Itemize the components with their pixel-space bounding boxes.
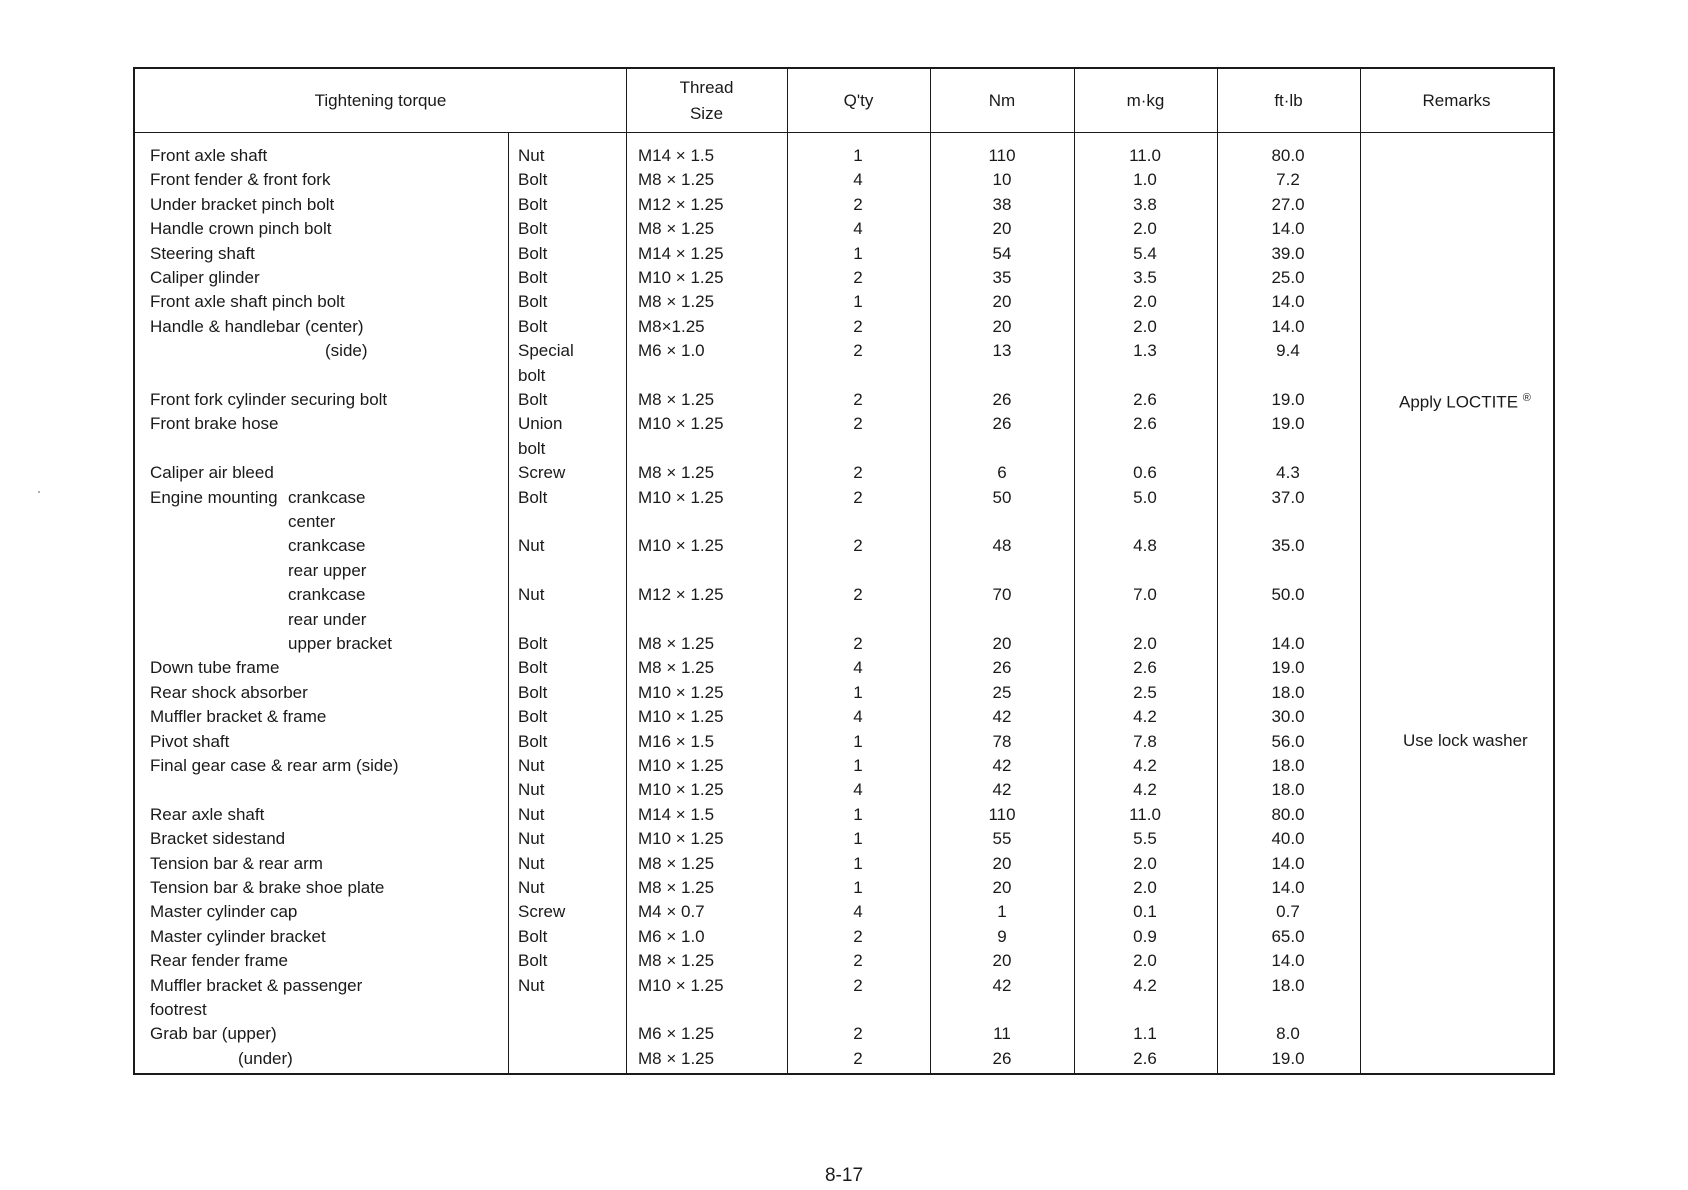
- ftlb-cell: 27.0: [1271, 194, 1305, 214]
- nm-cell: 70: [992, 585, 1012, 605]
- qty-cell: 2: [853, 390, 863, 409]
- item-cell: Caliper glinder: [150, 268, 260, 287]
- page-number: 8-17: [824, 1165, 864, 1186]
- ftlb-cell: 18.0: [1271, 682, 1305, 702]
- header-qty-label: Q'ty: [843, 90, 874, 110]
- mkg-cell: 1.3: [1133, 341, 1157, 361]
- item-cell: Steering shaft: [150, 243, 255, 263]
- header-divider: [135, 132, 1553, 133]
- fastener-type-cell: Screw: [518, 902, 566, 922]
- thread-size-cell: M14 × 1.25: [638, 243, 724, 263]
- qty-cell: 1: [853, 829, 863, 849]
- ftlb-cell: 7.2: [1276, 170, 1300, 190]
- mkg-cell: 11.0: [1129, 146, 1161, 165]
- mkg-cell: 2.0: [1133, 292, 1157, 312]
- fastener-type-cell: Nut: [518, 853, 545, 873]
- ftlb-cell: 40.0: [1271, 829, 1305, 849]
- item-cell: Grab bar (upper): [150, 1024, 277, 1044]
- mkg-cell: 2.0: [1133, 951, 1157, 971]
- fastener-type-cell: Nut: [518, 878, 545, 897]
- table-row: [135, 608, 1553, 632]
- ftlb-cell: 37.0: [1271, 487, 1305, 507]
- ftlb-cell: 14.0: [1271, 634, 1305, 653]
- ftlb-cell: 4.3: [1276, 463, 1300, 483]
- fastener-type-cell: Nut: [518, 756, 545, 775]
- mkg-cell: 2.6: [1133, 658, 1157, 678]
- qty-cell: 1: [853, 853, 863, 873]
- qty-cell: 4: [853, 219, 863, 239]
- nm-cell: 42: [992, 975, 1012, 995]
- ftlb-cell: 19.0: [1271, 658, 1305, 678]
- mkg-cell: 11.0: [1129, 804, 1161, 824]
- table-row: [135, 632, 1553, 656]
- table-row: [135, 242, 1553, 266]
- ftlb-cell: 56.0: [1271, 731, 1305, 751]
- qty-cell: 1: [853, 731, 863, 751]
- mkg-cell: 7.8: [1133, 731, 1157, 751]
- ftlb-cell: 39.0: [1271, 243, 1305, 263]
- table-row: [135, 852, 1553, 876]
- ftlb-cell: 14.0: [1271, 878, 1305, 897]
- qty-cell: 2: [853, 926, 863, 946]
- item-subcell: crankcase: [288, 536, 366, 556]
- thread-size-cell: M12 × 1.25: [638, 585, 724, 605]
- remark-lock-washer-text: Use lock washer: [1403, 731, 1528, 750]
- table-row: [135, 754, 1553, 778]
- table-row: [135, 559, 1553, 583]
- table-row: [135, 1047, 1553, 1071]
- header-thread-size: [626, 69, 787, 132]
- item-cell: Front axle shaft pinch bolt: [150, 292, 345, 312]
- header-mkg-label: m·kg: [1126, 90, 1165, 110]
- nm-cell: 20: [992, 951, 1012, 971]
- fastener-type-cell: Nut: [518, 585, 545, 605]
- item-cell: Down tube frame: [150, 658, 280, 678]
- table-row: [135, 730, 1553, 754]
- qty-cell: 1: [853, 146, 863, 165]
- thread-size-cell: M14 × 1.5: [638, 804, 715, 824]
- fastener-type-cell: Bolt: [518, 487, 548, 507]
- thread-size-cell: M10 × 1.25: [638, 268, 724, 287]
- nm-cell: 38: [992, 194, 1012, 214]
- fastener-type-cell: Nut: [518, 975, 545, 995]
- table-row: [135, 534, 1553, 558]
- nm-cell: 20: [992, 292, 1012, 312]
- mkg-cell: 0.6: [1133, 463, 1157, 483]
- header-remarks: [1360, 69, 1553, 132]
- mkg-cell: 5.4: [1133, 243, 1157, 263]
- item-subcell: crankcase: [288, 487, 366, 507]
- nm-cell: 50: [992, 487, 1012, 507]
- fastener-type-cell: Bolt: [518, 682, 548, 702]
- table-row: [135, 217, 1553, 241]
- header-size-label: Size: [689, 103, 724, 123]
- nm-cell: 42: [992, 707, 1012, 727]
- nm-cell: 1: [997, 902, 1007, 922]
- table-row: [135, 803, 1553, 827]
- thread-size-cell: M16 × 1.5: [638, 731, 715, 751]
- fastener-type-cell: Bolt: [518, 268, 548, 287]
- item-cell: (side): [325, 341, 368, 361]
- header-tightening-label: Tightening torque: [314, 90, 447, 110]
- fastener-type-cell: Bolt: [518, 219, 548, 239]
- qty-cell: 2: [853, 975, 863, 995]
- item-cell: Master cylinder bracket: [150, 926, 326, 946]
- mkg-cell: 4.8: [1133, 536, 1157, 556]
- table-row: [135, 388, 1553, 412]
- fastener-type-cell: Bolt: [518, 194, 548, 214]
- mkg-cell: 1.0: [1133, 170, 1157, 190]
- qty-cell: 4: [853, 780, 863, 800]
- fastener-type-cell: Bolt: [518, 292, 548, 312]
- nm-cell: 20: [992, 219, 1012, 239]
- nm-cell: 54: [992, 243, 1012, 263]
- mkg-cell: 1.1: [1133, 1024, 1157, 1044]
- mkg-cell: 2.0: [1133, 878, 1157, 897]
- thread-size-cell: M8 × 1.25: [638, 463, 715, 483]
- mkg-cell: 5.5: [1133, 829, 1157, 849]
- table-row: [135, 900, 1553, 924]
- ftlb-cell: 9.4: [1276, 341, 1300, 361]
- ftlb-cell: 14.0: [1271, 316, 1305, 336]
- mkg-cell: 5.0: [1133, 487, 1157, 507]
- item-cell: Front fork cylinder securing bolt: [150, 390, 388, 409]
- thread-size-cell: M6 × 1.0: [638, 926, 705, 946]
- remark-loctite-text: Apply LOCTITE: [1399, 392, 1519, 412]
- nm-cell: 110: [988, 804, 1016, 824]
- mkg-cell: 2.6: [1133, 1048, 1157, 1068]
- ftlb-cell: 14.0: [1271, 292, 1305, 312]
- item-cell: Master cylinder cap: [150, 902, 298, 922]
- ftlb-cell: 65.0: [1271, 926, 1305, 946]
- fastener-type-cell: Bolt: [518, 634, 548, 653]
- item-cell: Muffler bracket & frame: [150, 707, 327, 727]
- table-row: [135, 974, 1553, 998]
- qty-cell: 4: [853, 902, 863, 922]
- thread-size-cell: M8×1.25: [638, 316, 705, 336]
- item-cell: Handle & handlebar (center): [150, 316, 364, 336]
- table-row: [135, 583, 1553, 607]
- fastener-type-cell: Special: [518, 341, 574, 361]
- thread-size-cell: M10 × 1.25: [638, 780, 724, 800]
- qty-cell: 2: [853, 634, 863, 653]
- mkg-cell: 4.2: [1133, 780, 1157, 800]
- header-nm: [930, 69, 1074, 132]
- header-mkg: [1074, 69, 1217, 132]
- fastener-type-cell: Bolt: [518, 390, 548, 409]
- thread-size-cell: M8 × 1.25: [638, 292, 715, 312]
- ftlb-cell: 80.0: [1271, 804, 1305, 824]
- table-row: [135, 168, 1553, 192]
- thread-size-cell: M6 × 1.25: [638, 1024, 715, 1044]
- thread-size-cell: M8 × 1.25: [638, 878, 715, 897]
- nm-cell: 10: [992, 170, 1012, 190]
- fastener-type-cell: Bolt: [518, 951, 548, 971]
- nm-cell: 6: [997, 463, 1007, 483]
- item-subcell: crankcase: [288, 585, 366, 605]
- fastener-type-cell: Screw: [518, 463, 566, 483]
- ftlb-cell: 35.0: [1271, 536, 1305, 556]
- item-cell: Handle crown pinch bolt: [150, 219, 332, 239]
- mkg-cell: 2.0: [1133, 634, 1157, 653]
- nm-cell: 20: [992, 853, 1012, 873]
- item-subcell: rear under: [288, 609, 367, 629]
- thread-size-cell: M10 × 1.25: [638, 682, 724, 702]
- qty-cell: 1: [853, 292, 863, 312]
- item-cell: Tension bar & rear arm: [150, 853, 323, 873]
- fastener-type-cell: Nut: [518, 804, 545, 824]
- mkg-cell: 2.5: [1133, 682, 1157, 702]
- nm-cell: 78: [992, 731, 1012, 751]
- thread-size-cell: M10 × 1.25: [638, 487, 724, 507]
- table-row: [135, 315, 1553, 339]
- table-row: [135, 949, 1553, 973]
- fastener-type-cell: Nut: [518, 780, 545, 800]
- mkg-cell: 0.9: [1133, 926, 1157, 946]
- item-subcell: center: [288, 512, 336, 531]
- header-tightening-torque: [135, 69, 626, 132]
- fastener-type-cell: bolt: [518, 438, 546, 458]
- nm-cell: 26: [992, 1048, 1012, 1068]
- ftlb-cell: 18.0: [1271, 780, 1305, 800]
- table-row: [135, 364, 1553, 388]
- ftlb-cell: 14.0: [1271, 219, 1305, 239]
- nm-cell: 11: [993, 1024, 1011, 1044]
- item-cell: Under bracket pinch bolt: [150, 194, 335, 214]
- header-ftlb-label: ft·lb: [1274, 90, 1303, 110]
- fastener-type-cell: bolt: [518, 365, 546, 385]
- table-row: [135, 412, 1553, 436]
- header-thread-label: Thread: [679, 77, 734, 97]
- item-cell: Bracket sidestand: [150, 829, 286, 849]
- item-cell: Pivot shaft: [150, 731, 230, 751]
- table-row: [135, 1022, 1553, 1046]
- qty-cell: 4: [853, 170, 863, 190]
- nm-cell: 25: [992, 682, 1012, 702]
- item-subcell: upper bracket: [288, 634, 392, 653]
- nm-cell: 20: [992, 878, 1012, 897]
- mkg-cell: 4.2: [1133, 975, 1157, 995]
- fastener-type-cell: Bolt: [518, 707, 548, 727]
- thread-size-cell: M14 × 1.5: [638, 146, 715, 165]
- qty-cell: 1: [853, 756, 863, 775]
- qty-cell: 2: [853, 487, 863, 507]
- table-row: [135, 486, 1553, 510]
- header-nm-label: Nm: [988, 90, 1016, 110]
- thread-size-cell: M6 × 1.0: [638, 341, 705, 361]
- mkg-cell: 7.0: [1133, 585, 1157, 605]
- nm-cell: 35: [992, 268, 1012, 287]
- nm-cell: 48: [992, 536, 1012, 556]
- qty-cell: 2: [853, 268, 863, 287]
- item-cell: Caliper air bleed: [150, 463, 274, 483]
- fastener-type-cell: Bolt: [518, 926, 548, 946]
- torque-table: [133, 67, 1555, 1075]
- mkg-cell: 4.2: [1133, 756, 1157, 775]
- thread-size-cell: M10 × 1.25: [638, 975, 724, 995]
- table-row: [135, 925, 1553, 949]
- remark-lock-washer: [1403, 729, 1528, 753]
- item-cell: Front fender & front fork: [150, 170, 331, 190]
- ftlb-cell: 80.0: [1271, 146, 1305, 165]
- item-cell: Final gear case & rear arm (side): [150, 756, 399, 775]
- qty-cell: 2: [853, 585, 863, 605]
- thread-size-cell: M12 × 1.25: [638, 194, 724, 214]
- table-row: [135, 290, 1553, 314]
- mkg-cell: 2.0: [1133, 853, 1157, 873]
- nm-cell: 20: [992, 316, 1012, 336]
- qty-cell: 1: [853, 804, 863, 824]
- fastener-type-cell: Bolt: [518, 170, 548, 190]
- ftlb-cell: 8.0: [1276, 1024, 1300, 1044]
- table-row: [135, 876, 1553, 900]
- thread-size-cell: M8 × 1.25: [638, 219, 715, 239]
- mkg-cell: 4.2: [1133, 707, 1157, 727]
- margin-speck: [38, 491, 40, 493]
- fastener-type-cell: Bolt: [518, 316, 548, 336]
- thread-size-cell: M8 × 1.25: [638, 853, 715, 873]
- fastener-type-cell: Union: [518, 414, 563, 434]
- thread-size-cell: M10 × 1.25: [638, 707, 724, 727]
- ftlb-cell: 19.0: [1271, 414, 1305, 434]
- fastener-type-cell: Bolt: [518, 731, 548, 751]
- table-row: [135, 656, 1553, 680]
- item-cell: Muffler bracket & passenger: [150, 975, 363, 995]
- table-row: [135, 144, 1553, 168]
- thread-size-cell: M8 × 1.25: [638, 1048, 715, 1068]
- thread-size-cell: M10 × 1.25: [638, 829, 724, 849]
- qty-cell: 2: [853, 536, 863, 556]
- fastener-type-cell: Bolt: [518, 658, 548, 678]
- mkg-cell: 2.6: [1133, 414, 1157, 434]
- qty-cell: 1: [853, 243, 863, 263]
- qty-cell: 2: [853, 463, 863, 483]
- thread-size-cell: M10 × 1.25: [638, 756, 724, 775]
- item-cell: Rear shock absorber: [150, 682, 308, 702]
- nm-cell: 9: [997, 926, 1007, 946]
- nm-cell: 55: [992, 829, 1012, 849]
- item-subcell: rear upper: [288, 560, 367, 580]
- nm-cell: 26: [992, 390, 1012, 409]
- qty-cell: 2: [853, 414, 863, 434]
- item-cell: Rear axle shaft: [150, 804, 265, 824]
- nm-cell: 20: [992, 634, 1012, 653]
- mkg-cell: 2.0: [1133, 316, 1157, 336]
- item-cell: Rear fender frame: [150, 951, 288, 971]
- table-row: [135, 827, 1553, 851]
- item-cell: Tension bar & brake shoe plate: [150, 878, 385, 897]
- thread-size-cell: M8 × 1.25: [638, 170, 715, 190]
- table-row: [135, 778, 1553, 802]
- mkg-cell: 3.5: [1133, 268, 1157, 287]
- mkg-cell: 2.6: [1133, 390, 1157, 409]
- table-row: [135, 193, 1553, 217]
- thread-size-cell: M8 × 1.25: [638, 658, 715, 678]
- thread-size-cell: M10 × 1.25: [638, 414, 724, 434]
- thread-size-cell: M4 × 0.7: [638, 902, 705, 922]
- table-row: [135, 681, 1553, 705]
- table-row: [135, 339, 1553, 363]
- qty-cell: 1: [853, 682, 863, 702]
- fastener-type-cell: Nut: [518, 536, 545, 556]
- fastener-type-cell: Nut: [518, 146, 545, 165]
- mkg-cell: 2.0: [1133, 219, 1157, 239]
- ftlb-cell: 19.0: [1271, 390, 1305, 409]
- mkg-cell: 0.1: [1133, 902, 1157, 922]
- qty-cell: 4: [853, 707, 863, 727]
- thread-size-cell: M8 × 1.25: [638, 951, 715, 971]
- nm-cell: 42: [992, 756, 1012, 775]
- ftlb-cell: 14.0: [1271, 951, 1305, 971]
- ftlb-cell: 30.0: [1271, 707, 1305, 727]
- qty-cell: 2: [853, 341, 863, 361]
- qty-cell: 2: [853, 1024, 863, 1044]
- qty-cell: 2: [853, 1048, 863, 1068]
- item-cell: Front brake hose: [150, 414, 279, 434]
- mkg-cell: 3.8: [1133, 194, 1157, 214]
- fastener-type-cell: Bolt: [518, 243, 548, 263]
- nm-cell: 42: [992, 780, 1012, 800]
- table-row: [135, 705, 1553, 729]
- item-cell: Engine mounting: [150, 487, 278, 507]
- qty-cell: 2: [853, 316, 863, 336]
- table-row: [135, 510, 1553, 534]
- header-qty: [787, 69, 930, 132]
- qty-cell: 4: [853, 658, 863, 678]
- ftlb-cell: 19.0: [1271, 1048, 1305, 1068]
- nm-cell: 26: [992, 658, 1012, 678]
- qty-cell: 2: [853, 951, 863, 971]
- nm-cell: 26: [992, 414, 1012, 434]
- ftlb-cell: 14.0: [1271, 853, 1305, 873]
- fastener-type-cell: Nut: [518, 829, 545, 849]
- ftlb-cell: 0.7: [1276, 902, 1300, 922]
- nm-cell: 13: [992, 341, 1012, 361]
- header-remarks-label: Remarks: [1422, 90, 1491, 110]
- nm-cell: 110: [988, 146, 1016, 165]
- qty-cell: 1: [853, 878, 863, 897]
- item-cell: footrest: [150, 1000, 207, 1019]
- item-cell: (under): [238, 1048, 293, 1068]
- table-row: [135, 266, 1553, 290]
- qty-cell: 2: [853, 194, 863, 214]
- table-row: [135, 461, 1553, 485]
- item-cell: Front axle shaft: [150, 146, 268, 165]
- ftlb-cell: 50.0: [1271, 585, 1305, 605]
- remark-loctite: [1399, 386, 1531, 415]
- registered-mark: ®: [1522, 392, 1531, 404]
- thread-size-cell: M8 × 1.25: [638, 390, 715, 409]
- ftlb-cell: 18.0: [1271, 975, 1305, 995]
- ftlb-cell: 18.0: [1271, 756, 1305, 775]
- table-row: [135, 437, 1553, 461]
- header-ftlb: [1217, 69, 1360, 132]
- thread-size-cell: M10 × 1.25: [638, 536, 724, 556]
- table-row: [135, 998, 1553, 1022]
- ftlb-cell: 25.0: [1271, 268, 1305, 287]
- thread-size-cell: M8 × 1.25: [638, 634, 715, 653]
